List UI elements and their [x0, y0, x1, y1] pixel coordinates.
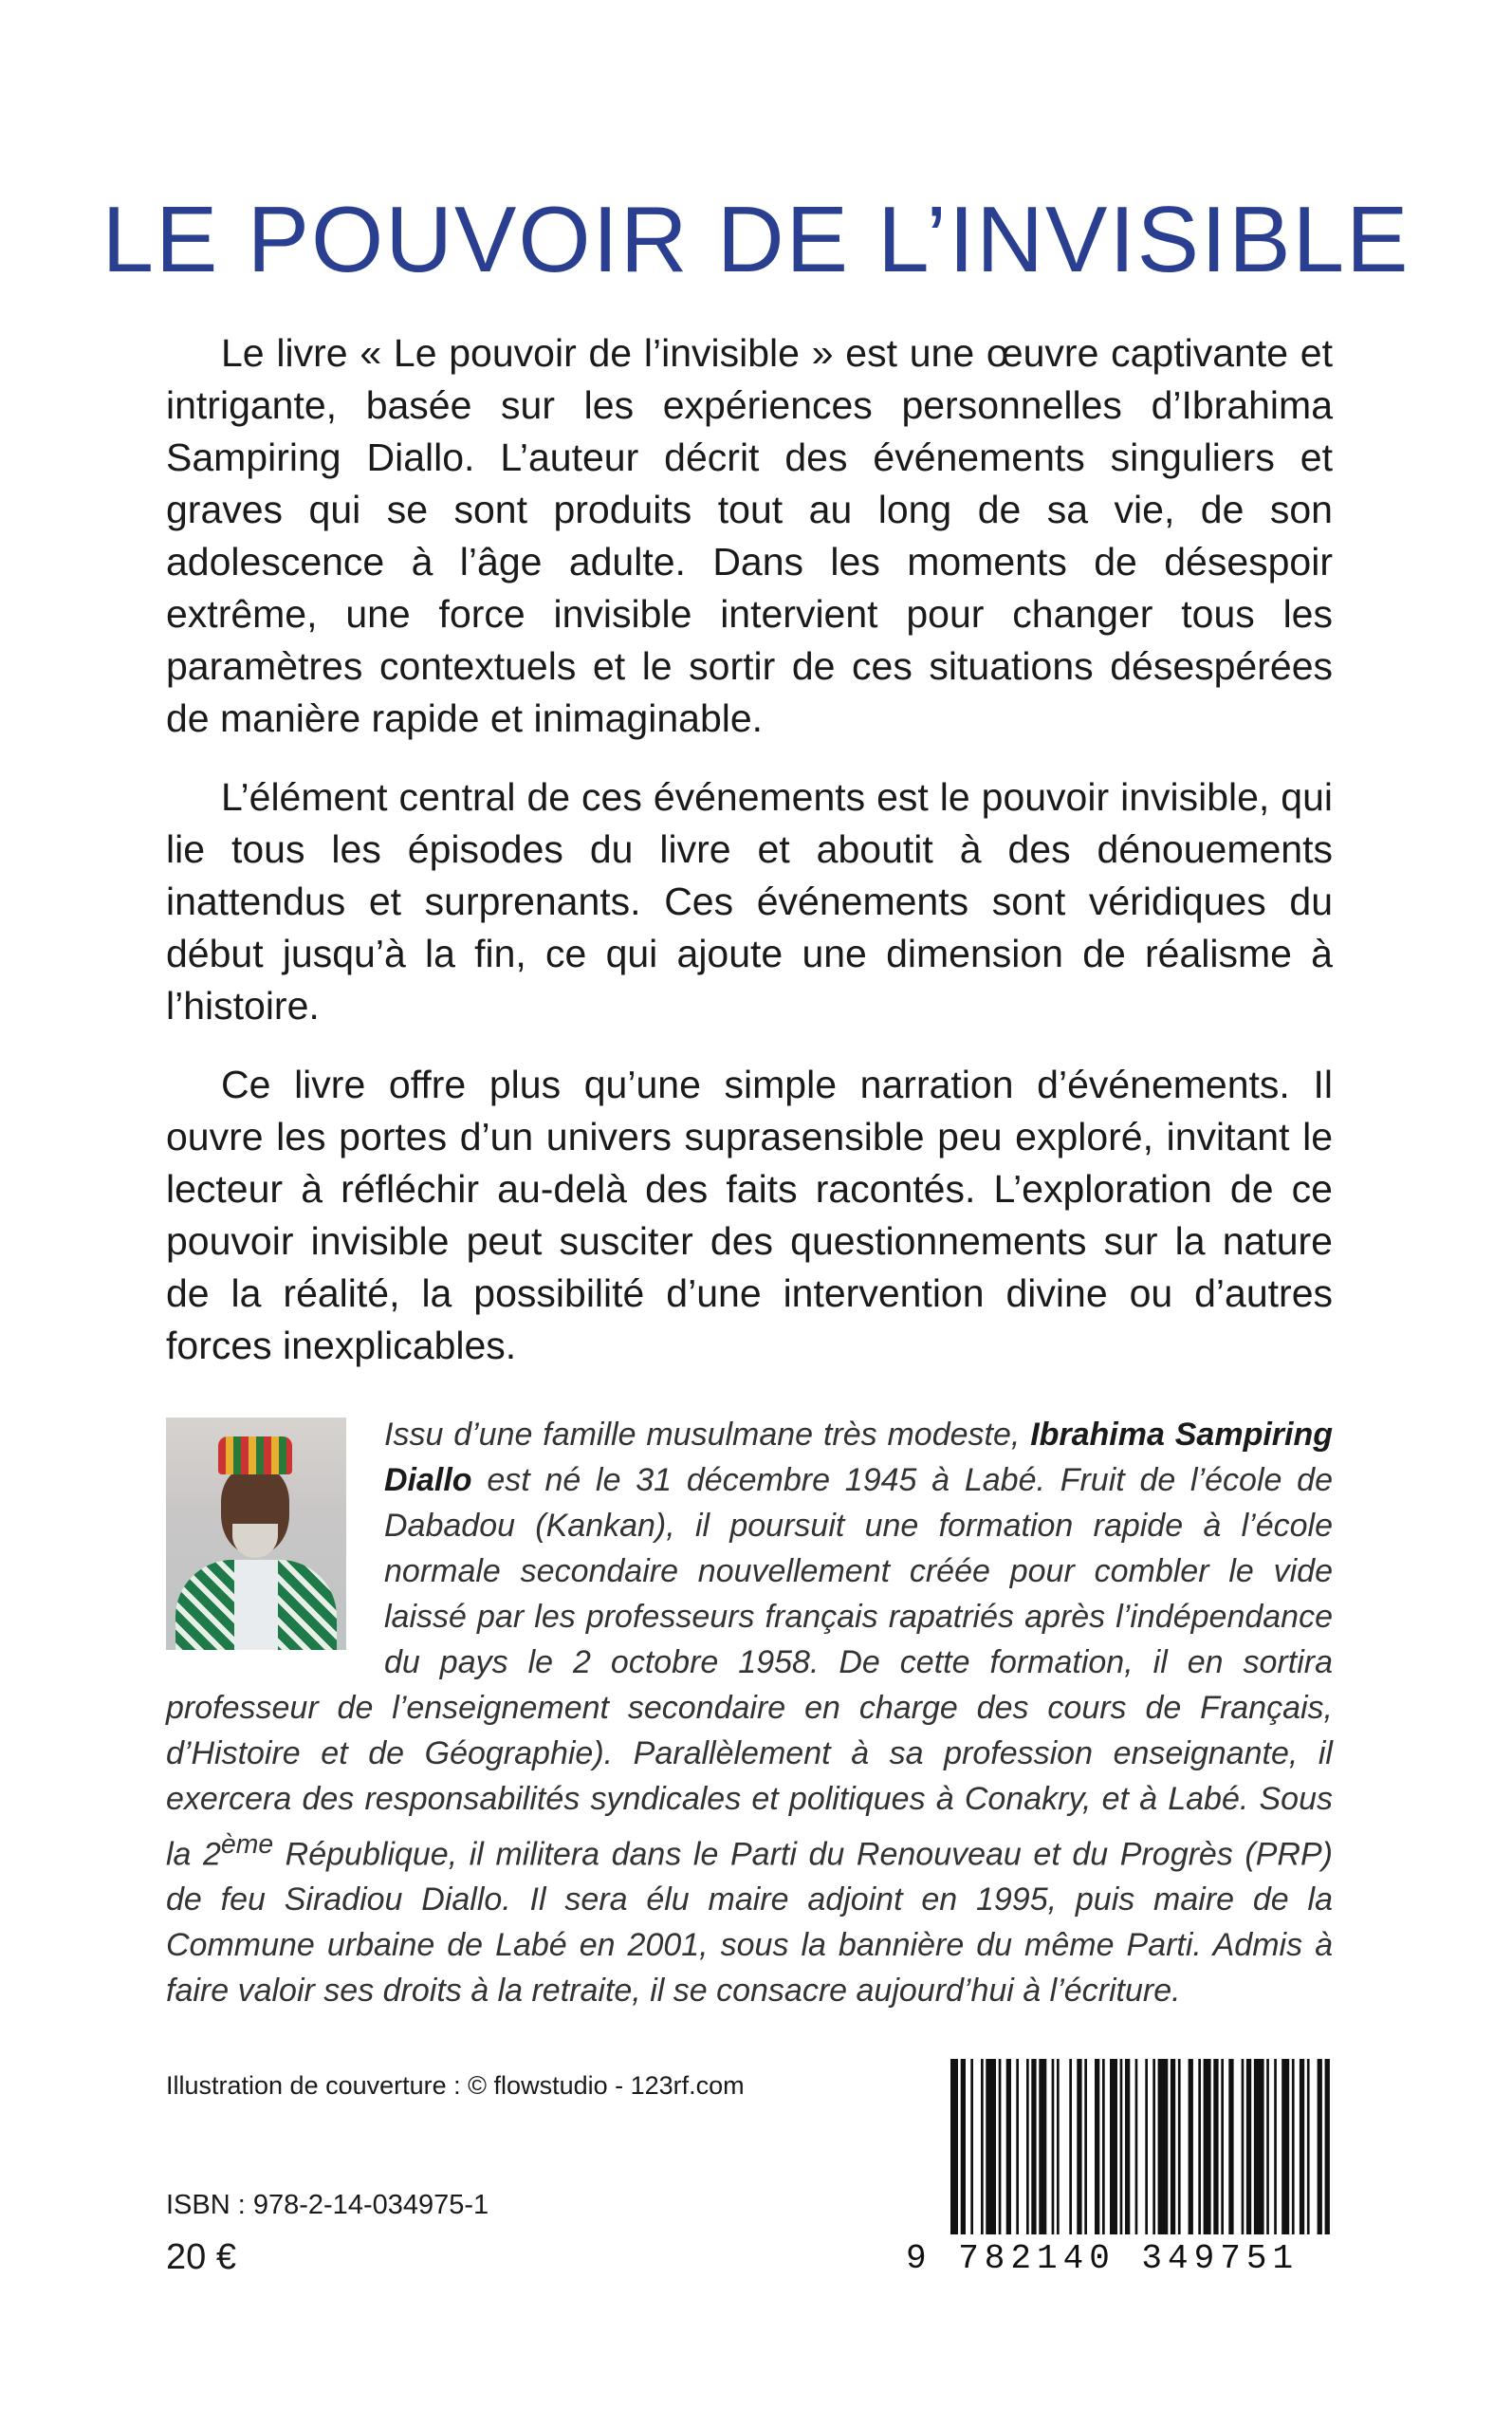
barcode-bar [1125, 2059, 1130, 2234]
bio-text-part2: République, il militera dans le Parti du Renouveau et du Progrès (PRP) de feu Siradiou Diallo. Il sera élu maire adjoint en 1995, puis maire de la Commune urbaine de Labé en 2001, sous la bannière du même Parti. Admis à faire valoir ses droits à la retraite, il se consacre aujourd’hui à l’écriture. [166, 1836, 1333, 2010]
barcode-bar [1204, 2059, 1211, 2234]
barcode-bar [1274, 2059, 1277, 2234]
barcode-bar [1171, 2059, 1175, 2234]
barcode-bar [950, 2059, 958, 2234]
bio-text-part1: est né le 31 décembre 1945 à Labé. Fruit de l’école de Dabadou (Kankan), il poursuit une formation rapide à l’école normale secondaire nouvellement créée pour combler le vide laissé par les professeurs français rapatriés après l’indépendance du pays le 2 octobre 1958. De cette formation, il en sortira professeur de l’enseignement secondaire en charge des cours de Français, d’Histoire et de Géographie). Parallèlement à sa profession enseignante, il exercera des responsabilités syndicales et politiques à Conakry, et à Labé. Sous la 2 [166, 1462, 1333, 1873]
barcode-bar [1120, 2059, 1123, 2234]
summary-paragraph: Le livre « Le pouvoir de l’invisible » est une œuvre captivante et intrigante, basée sur les expériences personnelles d’Ibrahima Sampiring Diallo. L’auteur décrit des événements singuliers et graves qui se sont produits tout au long de sa vie, de son adolescence à l’âge adulte. Dans les moments de désespoir extrême, une force invisible intervient pour changer tous les paramètres contextuels et le sortir de ces situations désespérées de manière rapide et inimaginable. [166, 331, 1333, 740]
barcode-bar [1213, 2059, 1218, 2234]
barcode-bar [1318, 2059, 1322, 2234]
barcode-bar [999, 2059, 1002, 2234]
summary-paragraph: Ce livre offre plus qu’une simple narration d’événements. Il ouvre les portes d’un univers suprasensible peu exploré, invitant le lecteur à réfléchir au-delà des faits racontés. L’exploration de ce pouvoir invisible peut susciter des questionnements sur la nature de la réalité, la possibilité d’une intervention divine ou d’autres forces inexplicables. [166, 1063, 1333, 1367]
barcode-bar [1052, 2059, 1055, 2234]
barcode-bar [1152, 2059, 1155, 2234]
isbn: ISBN : 978-2-14-034975-1 [166, 2190, 489, 2220]
barcode-bar [986, 2059, 996, 2234]
barcode-bar [1221, 2059, 1224, 2234]
barcode-bars [949, 2059, 1333, 2234]
barcode-bar [1254, 2059, 1264, 2234]
bio-superscript: ème [220, 1829, 274, 1860]
barcode-bar [1158, 2059, 1169, 2234]
author-name: Ibrahima Sampiring Diallo [384, 1417, 1333, 1498]
barcode-bar [1016, 2059, 1019, 2234]
barcode-bar [1031, 2059, 1036, 2234]
book-title: LE POUVOIR DE L’INVISIBLE [101, 186, 1411, 291]
barcode-bar [1145, 2059, 1148, 2234]
barcode-bar [981, 2059, 984, 2234]
barcode-bar [1135, 2059, 1138, 2234]
barcode-bar [1189, 2059, 1193, 2234]
barcode-bar [1026, 2059, 1029, 2234]
barcode-bar [1084, 2059, 1087, 2234]
barcode-bar [961, 2059, 966, 2234]
barcode-bar [1325, 2059, 1330, 2234]
barcode-bar [1246, 2059, 1251, 2234]
barcode-bar [1178, 2059, 1181, 2234]
barcode-bar [970, 2059, 973, 2234]
barcode-bar [1198, 2059, 1201, 2234]
book-summary [166, 327, 1333, 1399]
barcode-bar [1039, 2059, 1046, 2234]
barcode-bar [1077, 2059, 1081, 2234]
barcode-bar [1006, 2059, 1011, 2234]
cover-credit: Illustration de couverture : © flowstudio - 123rf.com [166, 2071, 745, 2100]
price: 20 € [166, 2237, 236, 2277]
barcode-bar [1057, 2059, 1060, 2234]
barcode-bar [1292, 2059, 1295, 2234]
barcode-bar [1069, 2059, 1072, 2234]
barcode-bar [1095, 2059, 1099, 2234]
author-photo [166, 1418, 346, 1650]
summary-paragraph: L’élément central de ces événements est le pouvoir invisible, qui lie tous les épisodes du livre et aboutit à des dénouements inattendus et surprenants. Ces événements sont véridiques du début jusqu’à la fin, ce qui ajoute une dimension de réalisme à l’histoire. [166, 775, 1333, 1028]
barcode-bar [1307, 2059, 1310, 2234]
barcode-bar [1242, 2059, 1245, 2234]
barcode-bar [1110, 2059, 1117, 2234]
barcode-bar [1266, 2059, 1269, 2234]
barcode-bar [1102, 2059, 1105, 2234]
bio-intro: Issu d’une famille musulmane très modeste, [384, 1417, 1031, 1453]
barcode-bar [1228, 2059, 1233, 2234]
barcode-bar [1282, 2059, 1289, 2234]
author-bio [166, 1412, 1333, 2013]
barcode-bar [1300, 2059, 1304, 2234]
barcode-digits: 9 782140 349751 [906, 2239, 1300, 2278]
